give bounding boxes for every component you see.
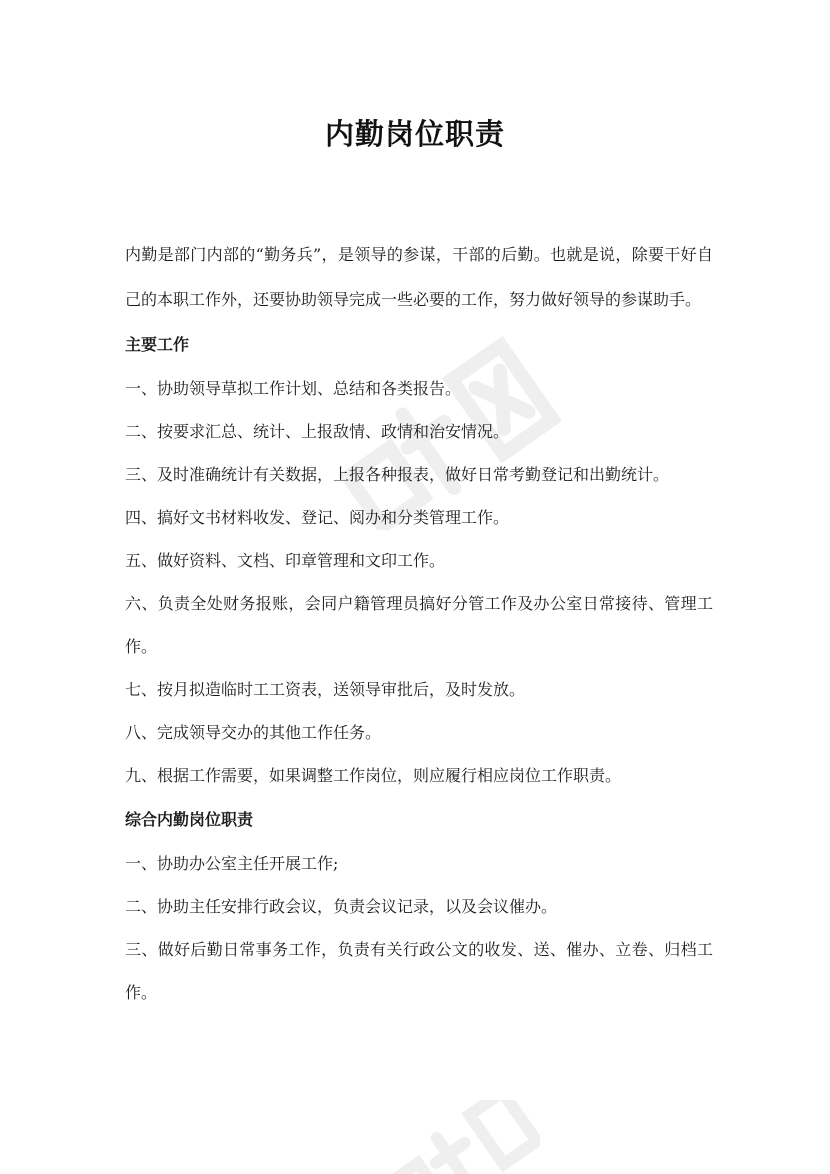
list-item: 九、根据工作需要，如果调整工作岗位，则应履行相应岗位工作职责。 bbox=[125, 766, 622, 785]
list-item: 七、按月拟造临时工工资表，送领导审批后，及时发放。 bbox=[125, 680, 526, 699]
section-heading-general-duties: 综合内勤岗位职责 bbox=[125, 810, 254, 829]
list-item: 一、协助办公室主任开展工作; bbox=[125, 854, 339, 873]
watermark-graphic-bottom bbox=[340, 1100, 540, 1174]
list-item: 八、完成领导交办的其他工作任务。 bbox=[125, 723, 382, 742]
list-item: 三、做好后勤日常事务工作，负责有关行政公文的收发、送、催办、立卷、归档工作。 bbox=[125, 940, 713, 1002]
list-item: 五、做好资料、文档、印章管理和文印工作。 bbox=[125, 551, 446, 570]
list-item: 一、协助领导草拟工作计划、总结和各类报告。 bbox=[125, 379, 462, 398]
list-item: 四、搞好文书材料收发、登记、阅办和分类管理工作。 bbox=[125, 508, 510, 527]
list-item: 二、协助主任安排行政会议，负责会议记录，以及会议催办。 bbox=[125, 897, 558, 916]
intro-paragraph: 内勤是部门内部的“勤务兵”，是领导的参谋，干部的后勤。也就是说，除要干好自己的本职工作外，还要协助领导完成一些必要的工作，努力做好领导的参谋助手。 bbox=[125, 245, 713, 309]
section-heading-main-work: 主要工作 bbox=[125, 335, 190, 354]
list-item: 二、按要求汇总、统计、上报敌情、政情和治安情况。 bbox=[125, 422, 510, 441]
list-item: 三、及时准确统计有关数据，上报各种报表，做好日常考勤登记和出勤统计。 bbox=[125, 465, 670, 484]
document-body bbox=[125, 232, 713, 1014]
document-title: 内勤岗位职责 bbox=[324, 117, 505, 151]
list-item: 六、负责全处财务报账，会同户籍管理员搞好分管工作及办公室日常接待、管理工作。 bbox=[125, 594, 713, 656]
